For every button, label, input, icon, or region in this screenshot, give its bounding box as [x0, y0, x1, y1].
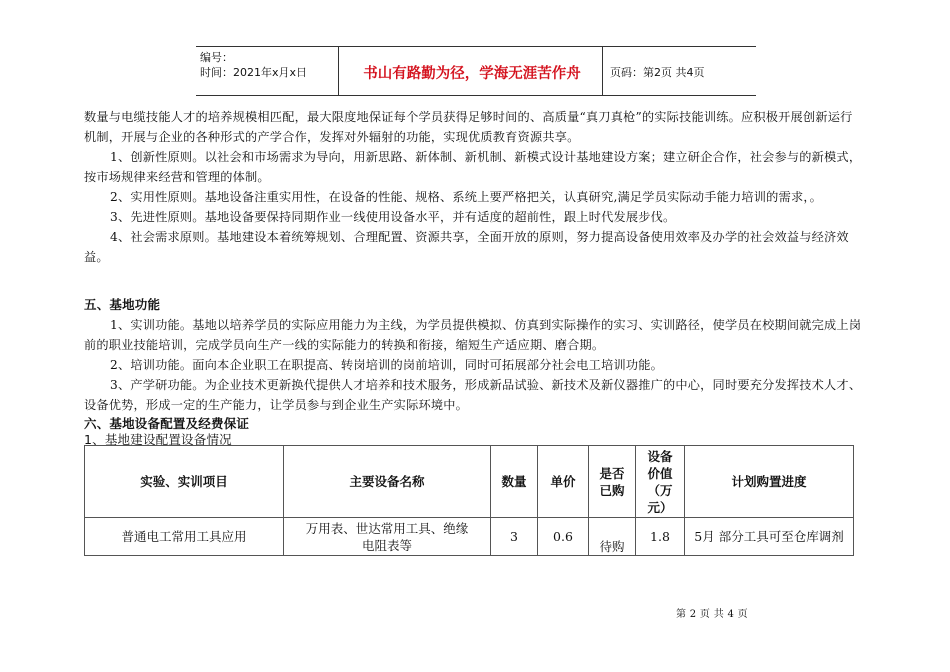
header-meta [200, 50, 307, 80]
header-slogan: 书山有路勤为径，学海无涯苦作舟 [363, 66, 581, 82]
col-header-equipment: 主要设备名称 [284, 446, 491, 518]
paragraph: 4、社会需求原则。基地建设本着统筹规划、合理配置、资源共享，全面开放的原则，努力提高设备使用效率及办学的社会效益与经济效益。 [84, 230, 849, 264]
table-header-row [85, 446, 854, 518]
page-footer: 第 2 页 共 4 页 [676, 609, 748, 620]
col-header-value-line: 价值 [647, 465, 673, 481]
col-header-qty: 数量 [491, 446, 538, 518]
header-page-label: 页码：第2页 共4页 [610, 66, 705, 79]
spacer [84, 267, 864, 295]
header-divider [338, 47, 339, 95]
document-body [84, 107, 864, 448]
section-heading-6: 六、基地设备配置及经费保证 [84, 416, 250, 431]
section-heading-5: 五、基地功能 [84, 297, 161, 312]
header-time-label: 时间：2021年x月x日 [200, 66, 308, 79]
col-header-value-line: 设备 [647, 448, 673, 464]
col-header-purchased [589, 446, 636, 518]
cell-plan-text: 5月 部分工具可至仓库调剂 [694, 529, 844, 544]
table-row [85, 518, 854, 556]
paragraph: 1、创新性原则。以社会和市场需求为导向，用新思路、新体制、新机制、新模式设计基地建设方案；建立研企合作，社会参与的新模式，按市场规律来经营和管理的体制。 [84, 150, 862, 184]
header-number-label: 编号： [200, 51, 233, 64]
col-header-price: 单价 [538, 446, 589, 518]
cell-equipment [284, 518, 491, 556]
paragraph: 3、产学研功能。为企业技术更新换代提供人才培养和技术服务，形成新品试验、新技术及新仪器推广的中心，同时要充分发挥技术人才、设备优势，形成一定的生产能力，让学员参与到企业生产实际环境中。 [84, 378, 862, 412]
paragraph: 2、实用性原则。基地设备注重实用性，在设备的性能、规格、系统上要严格把关，认真研究,满足学员实际动手能力培训的需求，。 [110, 190, 823, 204]
col-header-project: 实验、实训项目 [85, 446, 284, 518]
cell-purchased: 待购 [589, 518, 636, 556]
page-header [196, 46, 756, 96]
paragraph: 数量与电缆技能人才的培养规模相匹配，最大限度地保证每个学员获得足够时间的、高质量“真刀真枪”的实际技能训练。应积极开展创新运行机制，开展与企业的各种形式的产学合作，发挥对外辐射的功能，实现优质教育资源共享。 [84, 110, 853, 144]
cell-equipment-text: 万用表、世达常用工具、绝缘电阻表等 [305, 520, 469, 553]
cell-plan [685, 518, 854, 556]
col-header-plan: 计划购置进度 [685, 446, 854, 518]
paragraph: 3、先进性原则。基地设备要保持同期作业一线使用设备水平，并有适度的超前性，跟上时代发展步伐。 [110, 210, 676, 224]
paragraph: 2、培训功能。面向本企业职工在职提高、转岗培训的岗前培训，同时可拓展部分社会电工培训功能。 [110, 358, 664, 372]
cell-qty: 3 [491, 518, 538, 556]
header-divider [602, 47, 603, 95]
col-header-purchased-text: 是否已购 [599, 465, 625, 498]
paragraph: 1、实训功能。基地以培养学员的实际应用能力为主线，为学员提供模拟、仿真到实际操作的实习、实训路径，使学员在校期间就完成上岗前的职业技能培训，完成学员向生产一线的实际能力的转换和衔接，缩短生产适应期、磨合期。 [84, 318, 862, 352]
cell-price: 0.6 [538, 518, 589, 556]
col-header-value-line: （万 [647, 482, 673, 498]
subsection-heading: 1、基地建设配置设备情况 [84, 432, 232, 447]
col-header-value-line: 元） [647, 499, 673, 515]
col-header-value [636, 446, 685, 518]
cell-value: 1.8 [636, 518, 685, 556]
cell-project: 普通电工常用工具应用 [85, 518, 284, 556]
equipment-table [84, 445, 854, 556]
